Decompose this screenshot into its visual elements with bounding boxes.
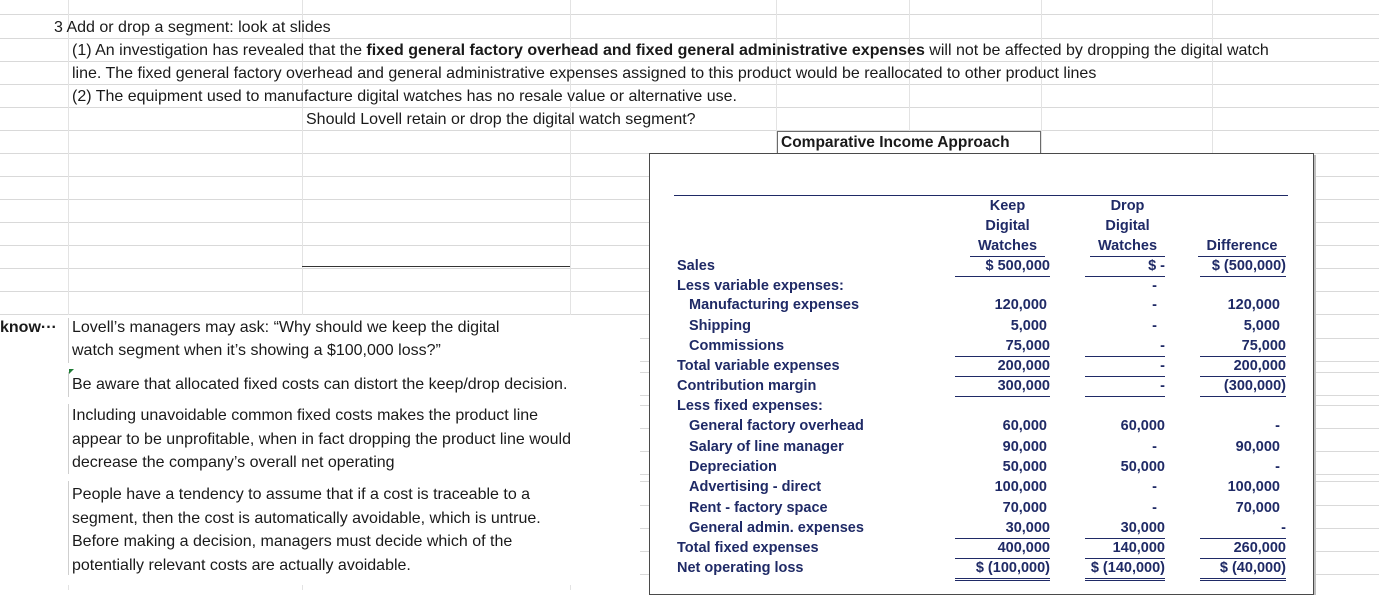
- row-label: Advertising - direct: [689, 479, 822, 495]
- ask-line-1: Lovell’s managers may ask: “Why should we keep the digital: [72, 319, 500, 336]
- keep-value: 200,000: [955, 356, 1050, 377]
- keep-value: 75,000: [955, 336, 1050, 357]
- keep-value: $ (100,000): [955, 558, 1050, 581]
- cell-border-line: [302, 266, 570, 267]
- instruction-line-1: [72, 41, 1269, 61]
- drop-value: -: [1152, 500, 1157, 516]
- row-line: [0, 130, 1379, 131]
- ask-line-2: watch segment when it’s showing a $100,000 loss?”: [72, 342, 441, 359]
- diff-value: (300,000): [1200, 376, 1286, 397]
- row-label: Less variable expenses:: [677, 278, 844, 294]
- keep-header: Keep Digital Watches: [970, 196, 1045, 257]
- diff-value: 260,000: [1200, 538, 1286, 559]
- row-label: Depreciation: [689, 459, 777, 475]
- keep-value: 300,000: [955, 376, 1050, 397]
- diff-value: -: [1275, 418, 1280, 434]
- diff-value: 200,000: [1200, 356, 1286, 377]
- drop-value: 60,000: [1120, 418, 1165, 434]
- row-label: General factory overhead: [689, 418, 864, 434]
- drop-value: -: [1152, 439, 1157, 455]
- instruction-line-1-start: (1) An investigation has revealed that the: [72, 42, 367, 59]
- row-label: Total variable expenses: [677, 358, 840, 374]
- income-statement-panel[interactable]: [649, 153, 1314, 595]
- row-label: Net operating loss: [677, 560, 804, 576]
- diff-value: 120,000: [1227, 297, 1280, 313]
- section-title: Add or drop a segment: look at slides: [66, 19, 331, 36]
- drop-header: Drop Digital Watches: [1090, 196, 1165, 257]
- row-label: Shipping: [689, 318, 752, 334]
- drop-value: -: [1085, 336, 1165, 357]
- drop-value: -: [1085, 356, 1165, 377]
- row-label: Sales: [677, 258, 715, 274]
- row-line: [0, 38, 1379, 39]
- report-title: Comparative Income Approach: [781, 134, 1010, 151]
- difference-header: Difference: [1198, 236, 1286, 257]
- keep-value: 400,000: [955, 538, 1050, 559]
- row-label: General admin. expenses: [689, 520, 864, 536]
- keep-value: 100,000: [994, 479, 1047, 495]
- row-line: [0, 107, 1379, 108]
- row-line: [0, 14, 1379, 15]
- drop-value: 50,000: [1120, 459, 1165, 475]
- comment-marker-icon[interactable]: [69, 369, 74, 374]
- row-label: Rent - factory space: [689, 500, 828, 516]
- instruction-line-2: line. The fixed general factory overhead and general administrative expenses assigned to this product would be reallocated to other product lines: [72, 65, 1097, 82]
- diff-value: 90,000: [1235, 439, 1280, 455]
- note-border: [68, 481, 69, 575]
- keep-value: 70,000: [1002, 500, 1047, 516]
- keep-value: 5,000: [1010, 318, 1047, 334]
- diff-value: 5,000: [1243, 318, 1280, 334]
- drop-value: -: [1152, 297, 1157, 313]
- keep-value: 30,000: [955, 518, 1050, 539]
- question-text: Should Lovell retain or drop the digital watch segment?: [306, 111, 696, 128]
- aware-note: Be aware that allocated fixed costs can distort the keep/drop decision.: [72, 376, 568, 393]
- row-label: Less fixed expenses:: [677, 398, 823, 414]
- row-label: Salary of line manager: [689, 439, 844, 455]
- note-border: [68, 404, 69, 474]
- note-border: [68, 318, 69, 363]
- drop-value: -: [1152, 278, 1157, 294]
- keep-value: 60,000: [1002, 418, 1047, 434]
- instruction-line-3: (2) The equipment used to manufacture digital watches has no resale value or alternative use.: [72, 88, 737, 105]
- diff-value: 75,000: [1200, 336, 1286, 357]
- row-line: [0, 84, 1379, 85]
- section-heading: [54, 18, 331, 38]
- report-title-cell[interactable]: [777, 131, 1041, 154]
- drop-value: -: [1152, 479, 1157, 495]
- row-label: Contribution margin: [677, 378, 817, 394]
- drop-value: $ (140,000): [1085, 558, 1165, 581]
- including-note: Including unavoidable common fixed costs makes the product line appear to be unprofitable, when in fact dropping the product line would decrease the company’s overall net operating: [72, 407, 572, 471]
- drop-value: -: [1152, 318, 1157, 334]
- drop-value: 140,000: [1085, 538, 1165, 559]
- note-border: [68, 372, 69, 397]
- people-note: People have a tendency to assume that if a cost is traceable to a segment, then the cost is automatically avoidable, which is untrue. Before making a decision, managers must decide which of the potentially relevant costs are actually avoidable.: [72, 486, 541, 574]
- instruction-line-1-end: will not be affected by dropping the digital watch: [924, 42, 1269, 59]
- keep-value: 120,000: [994, 297, 1047, 313]
- row-label: Total fixed expenses: [677, 540, 819, 556]
- drop-value: $ -: [1085, 256, 1165, 277]
- diff-value: $ (40,000): [1200, 558, 1286, 581]
- drop-value: -: [1085, 376, 1165, 397]
- keep-value: $ 500,000: [955, 256, 1050, 277]
- row-label: Manufacturing expenses: [689, 297, 860, 313]
- drop-value: 30,000: [1085, 518, 1165, 539]
- row-line: [0, 61, 1379, 62]
- truncated-tag: know···: [0, 319, 57, 336]
- instruction-line-1-bold: fixed general factory overhead and fixed general administrative expenses: [366, 42, 925, 59]
- diff-value: -: [1275, 459, 1280, 475]
- diff-value: 100,000: [1227, 479, 1280, 495]
- section-number: 3: [54, 19, 63, 36]
- keep-value: 50,000: [1002, 459, 1047, 475]
- diff-value: $ (500,000): [1200, 256, 1286, 277]
- row-label: Commissions: [689, 338, 785, 354]
- diff-value: 70,000: [1235, 500, 1280, 516]
- diff-value: -: [1200, 518, 1286, 539]
- keep-value: 90,000: [1002, 439, 1047, 455]
